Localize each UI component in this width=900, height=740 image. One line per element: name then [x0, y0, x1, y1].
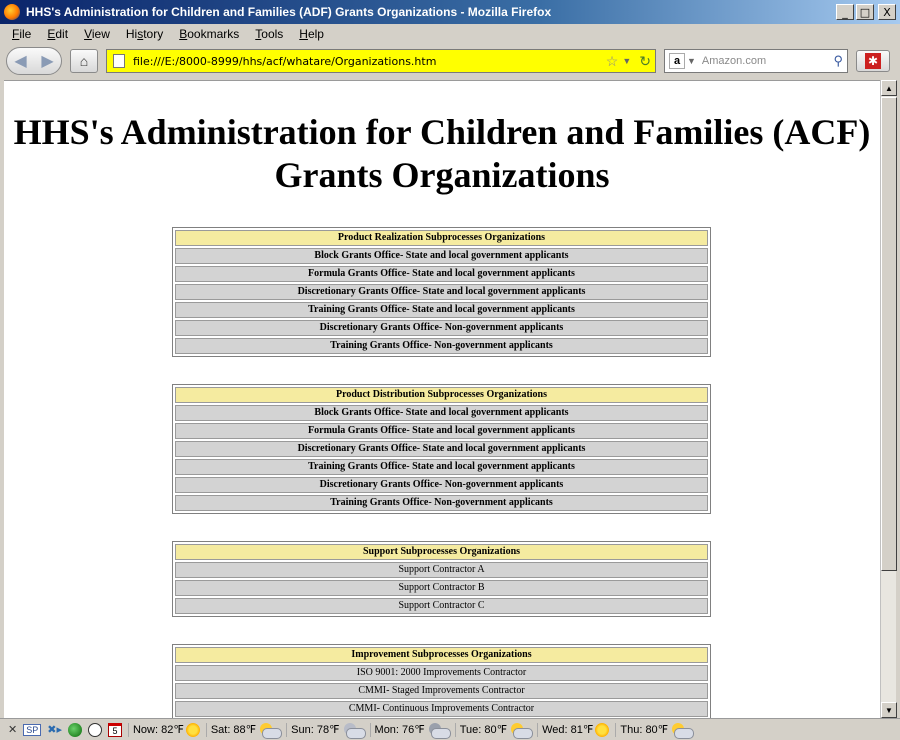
improvement-table [172, 644, 711, 718]
menu-bar [0, 24, 900, 44]
menu-file[interactable]: File [12, 27, 32, 41]
page-title: HHS's Administration for Children and Families (ACF) Grants Organizations [13, 112, 871, 195]
menu-help[interactable]: Help [299, 27, 324, 41]
minimize-button[interactable]: _ [836, 4, 854, 20]
weather-wed[interactable]: Wed: 81℉ [537, 723, 609, 737]
addon-button[interactable] [856, 50, 890, 72]
partly-cloudy-icon [258, 723, 280, 737]
amazon-icon[interactable]: a [669, 53, 685, 69]
partly-cloudy-icon [509, 723, 531, 737]
bookmark-star-icon[interactable]: ☆ [605, 52, 619, 69]
table-header: Product Distribution Subprocesses Organizations [175, 387, 708, 403]
menu-tools[interactable]: Tools [255, 27, 284, 41]
url-dropdown-icon[interactable]: ▼ [622, 56, 632, 66]
table-row: Training Grants Office- Non-government applicants [175, 495, 708, 511]
sun-icon [186, 723, 200, 737]
weather-sun[interactable]: Sun: 78℉ [286, 723, 363, 737]
reload-icon[interactable]: ↻ [639, 52, 651, 69]
forward-arrow-icon[interactable]: ▶ [41, 53, 54, 70]
support-table [172, 541, 711, 617]
table-row: Discretionary Grants Office- State and local government applicants [175, 441, 708, 457]
sun-icon [595, 723, 609, 737]
scroll-thumb[interactable] [881, 97, 897, 571]
scroll-down-button[interactable]: ▼ [881, 702, 897, 718]
weather-tue[interactable]: Tue: 80℉ [455, 723, 531, 737]
search-engine-dropdown-icon[interactable]: ▼ [687, 56, 696, 66]
menu-bookmarks[interactable]: Bookmarks [179, 27, 240, 41]
weather-now[interactable]: Now: 82℉ [128, 723, 200, 737]
scroll-up-button[interactable]: ▲ [881, 80, 897, 96]
firefox-icon [4, 4, 20, 20]
home-button[interactable] [70, 49, 98, 73]
weather-sat[interactable]: Sat: 88℉ [206, 723, 280, 737]
navigation-toolbar [0, 44, 900, 78]
globe-icon[interactable] [68, 723, 82, 737]
search-icon[interactable]: ⚲ [833, 53, 843, 68]
cloudy-icon [427, 723, 449, 737]
table-row: Formula Grants Office- State and local government applicants [175, 423, 708, 439]
table-row: Support Contractor B [175, 580, 708, 596]
weather-mon[interactable]: Mon: 76℉ [370, 723, 449, 737]
weather-thu[interactable]: Thu: 80℉ [615, 723, 692, 737]
url-bar[interactable] [106, 49, 656, 73]
url-input[interactable]: file:///E:/8000-8999/hhs/acf/whatare/Organizations.htm [133, 54, 437, 68]
table-row: Discretionary Grants Office- Non-government applicants [175, 320, 708, 336]
extension-icon[interactable]: ✖▸ [47, 724, 62, 736]
product-distribution-table [172, 384, 711, 514]
vertical-scrollbar[interactable] [880, 80, 896, 718]
menu-view[interactable]: View [84, 27, 110, 41]
home-icon: ⌂ [79, 53, 89, 69]
back-forward-group [6, 47, 62, 75]
table-row: Block Grants Office- State and local government applicants [175, 405, 708, 421]
addon-icon: ✱ [865, 53, 881, 69]
table-row: Training Grants Office- State and local government applicants [175, 459, 708, 475]
page-content [4, 80, 880, 718]
close-statusbar-icon[interactable]: ✕ [8, 724, 18, 736]
table-header: Support Subprocesses Organizations [175, 544, 708, 560]
table-header: Improvement Subprocesses Organizations [175, 647, 708, 663]
search-input[interactable]: Amazon.com [701, 55, 767, 67]
sp-badge[interactable]: SP [23, 724, 41, 736]
close-button[interactable]: X [878, 4, 896, 20]
window-title: HHS's Administration for Children and Families (ADF) Grants Organizations - Mozilla Firefox [26, 5, 552, 19]
table-row: CMMI- Continuous Improvements Contractor [175, 701, 708, 717]
maximize-button[interactable]: □ [856, 4, 874, 20]
menu-edit[interactable]: Edit [47, 27, 69, 41]
table-row: Training Grants Office- State and local government applicants [175, 302, 708, 318]
page-icon [113, 54, 125, 68]
table-row: Discretionary Grants Office- Non-government applicants [175, 477, 708, 493]
product-realization-table [172, 227, 711, 357]
table-row: Formula Grants Office- State and local government applicants [175, 266, 708, 282]
table-row: Training Grants Office- Non-government applicants [175, 338, 708, 354]
window-titlebar [0, 0, 900, 24]
clock-icon[interactable] [88, 723, 102, 737]
search-bar[interactable] [664, 49, 848, 73]
status-bar [0, 718, 900, 740]
table-row: CMMI- Staged Improvements Contractor [175, 683, 708, 699]
table-header: Product Realization Subprocesses Organizations [175, 230, 708, 246]
table-row: ISO 9001: 2000 Improvements Contractor [175, 665, 708, 681]
table-row: Support Contractor C [175, 598, 708, 614]
partly-cloudy-icon [670, 723, 692, 737]
calendar-icon[interactable]: 5 [108, 723, 122, 737]
menu-history[interactable]: History [125, 27, 164, 41]
window-controls [836, 4, 896, 20]
table-row: Discretionary Grants Office- State and local government applicants [175, 284, 708, 300]
table-row: Block Grants Office- State and local government applicants [175, 248, 708, 264]
thunderstorm-icon [342, 723, 364, 737]
table-row: Support Contractor A [175, 562, 708, 578]
back-arrow-icon[interactable]: ◀ [14, 53, 27, 70]
